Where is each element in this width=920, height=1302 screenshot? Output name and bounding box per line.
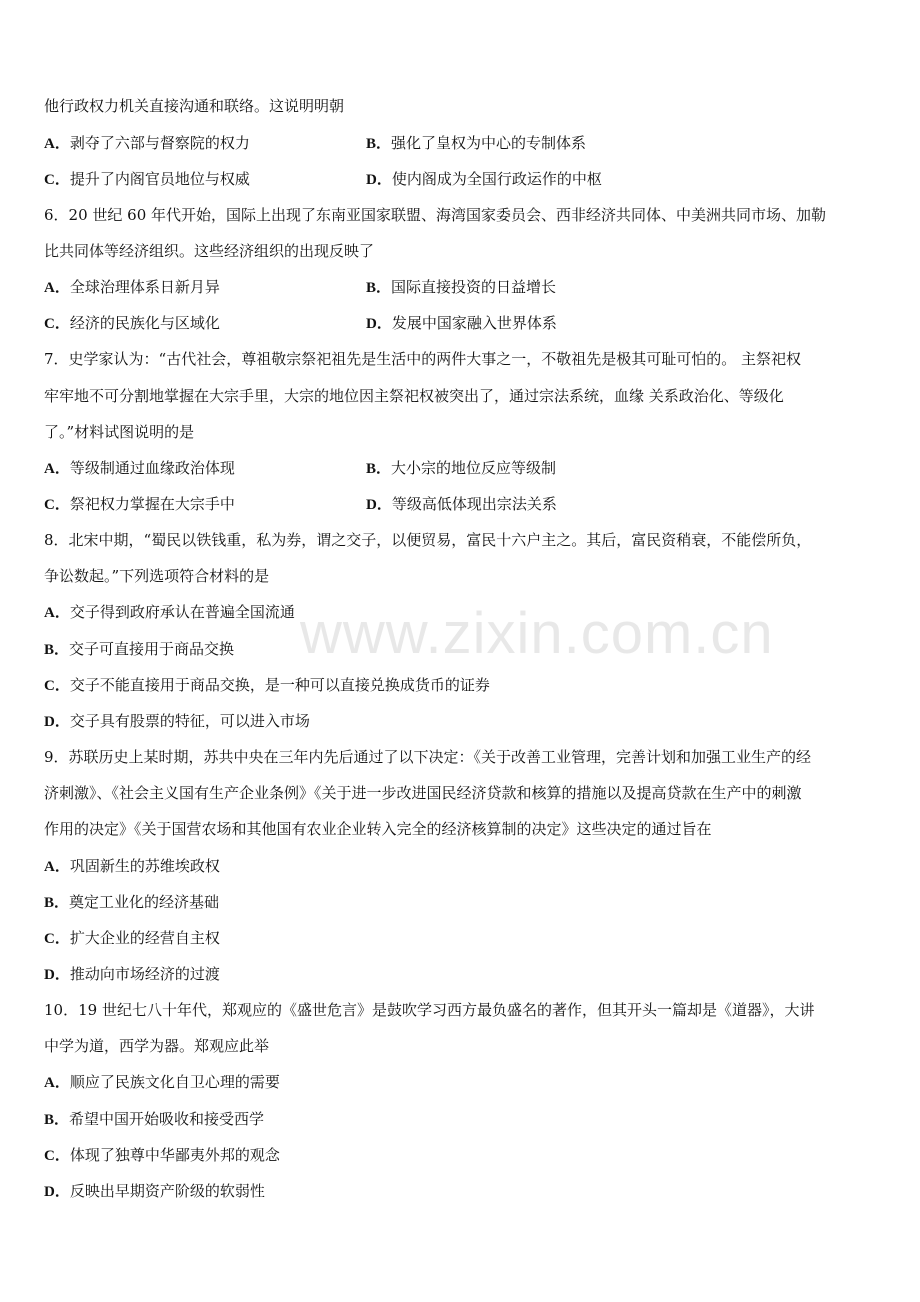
q8-option-c [44,675,490,696]
question-5-stem-tail: 他行政权力机关直接沟通和联络。这说明明朝 [44,97,345,115]
option-letter: A． [44,1075,70,1091]
option-text: 等级制通过血缘政治体现 [69,459,235,477]
question-8-stem-line1: 8．北宋中期，“蜀民以铁钱重，私为券，谓之交子，以便贸易，富民十六户主之。其后，富民资稍衰，不能偿所负， [44,531,812,549]
option-text: 发展中国家融入世界体系 [391,314,557,332]
question-7-stem-line2: 牢牢地不可分割地掌握在大宗手里，大宗的地位因主祭祀权被突出了，通过宗法系统，血缘 关系政治化、等级化 [44,387,784,405]
q9-option-c [44,928,220,949]
q5-option-a [44,133,250,154]
q5-option-d [366,169,602,190]
option-text: 交子具有股票的特征，可以进入市场 [69,712,310,730]
question-7-stem-line1: 7．史学家认为：“古代社会，尊祖敬宗祭祀祖先是生活中的两件大事之一，不敬祖先是极其可耻可怕的。 主祭祀权 [44,350,801,368]
option-text: 经济的民族化与区域化 [69,314,220,332]
option-letter: D． [366,172,392,188]
q10-option-c [44,1145,280,1166]
option-letter: C． [44,316,70,332]
option-letter: A． [44,859,70,875]
q8-option-a [44,602,295,623]
option-letter: B． [366,136,392,152]
q7-option-c [44,494,235,515]
q6-option-a [44,277,220,298]
question-10-stem-line2: 中学为道，西学为器。郑观应此举 [44,1037,270,1055]
q7-option-b [366,458,556,479]
q8-option-b [44,639,234,660]
option-letter: C． [44,172,70,188]
option-text: 使内阁成为全国行政运作的中枢 [391,170,602,188]
option-text: 大小宗的地位反应等级制 [391,459,557,477]
option-letter: A． [44,136,70,152]
option-text: 祭祀权力掌握在大宗手中 [69,495,235,513]
option-letter: C． [44,1148,70,1164]
q10-option-b [44,1109,264,1130]
question-8-stem-line2: 争讼数起。”下列选项符合材料的是 [44,567,270,585]
option-letter: B． [366,280,392,296]
option-letter: D． [44,967,70,983]
q9-option-a [44,856,220,877]
q8-option-d [44,711,310,732]
option-text: 交子可直接用于商品交换 [69,640,235,658]
question-9-stem-line3: 作用的决定》《关于国营农场和其他国有农业企业转入完全的经济核算制的决定》这些决定的通过旨在 [44,820,712,838]
q6-option-c [44,313,220,334]
q10-option-d [44,1181,265,1202]
option-text: 推动向市场经济的过渡 [69,965,220,983]
question-6-stem-line1: 6．20 世纪 60 年代开始，国际上出现了东南亚国家联盟、海湾国家委员会、西非经济共同体、中美洲共同市场、加勒 [44,206,827,224]
watermark: www.zixin.com.cn [300,601,774,666]
option-text: 奠定工业化的经济基础 [69,893,220,911]
option-letter: B． [44,1112,70,1128]
question-7-stem-line3: 了。”材料试图说明的是 [44,423,195,441]
option-text: 剥夺了六部与督察院的权力 [69,134,250,152]
option-letter: C． [44,497,70,513]
option-text: 提升了内阁官员地位与权威 [69,170,250,188]
option-letter: C． [44,678,70,694]
option-text: 交子得到政府承认在普遍全国流通 [69,603,295,621]
option-letter: B． [44,642,70,658]
question-6-stem-line2: 比共同体等经济组织。这些经济组织的出现反映了 [44,242,375,260]
q6-option-d [366,313,557,334]
q7-option-a [44,458,235,479]
option-text: 反映出早期资产阶级的软弱性 [69,1182,265,1200]
q5-option-c [44,169,250,190]
option-text: 希望中国开始吸收和接受西学 [69,1110,265,1128]
q9-option-b [44,892,219,913]
option-text: 强化了皇权为中心的专制体系 [391,134,587,152]
option-letter: A． [44,605,70,621]
option-letter: D． [366,316,392,332]
question-9-stem-line1: 9．苏联历史上某时期，苏共中央在三年内先后通过了以下决定：《关于改善工业管理，完善计划和加强工业生产的经 [44,748,812,766]
option-text: 扩大企业的经营自主权 [69,929,220,947]
option-letter: B． [366,461,392,477]
q7-option-d [366,494,557,515]
option-letter: D． [44,1184,70,1200]
option-text: 全球治理体系日新月异 [69,278,220,296]
option-letter: D． [44,714,70,730]
option-text: 顺应了民族文化自卫心理的需要 [69,1073,280,1091]
q5-option-b [366,133,586,154]
q10-option-a [44,1072,280,1093]
option-letter: D． [366,497,392,513]
option-letter: C． [44,931,70,947]
question-10-stem-line1: 10．19 世纪七八十年代，郑观应的《盛世危言》是鼓吹学习西方最负盛名的著作，但其开头一篇却是《道器》，大讲 [44,1001,815,1019]
option-text: 国际直接投资的日益增长 [391,278,557,296]
question-9-stem-line2: 济刺激》、《社会主义国有生产企业条例》《关于进一步改进国民经济贷款和核算的措施以及提高贷款在生产中的刺激 [44,784,802,802]
option-text: 交子不能直接用于商品交换，是一种可以直接兑换成货币的证券 [69,676,490,694]
option-text: 体现了独尊中华鄙夷外邦的观念 [69,1146,280,1164]
option-text: 巩固新生的苏维埃政权 [69,857,220,875]
option-letter: B． [44,895,70,911]
option-letter: A． [44,280,70,296]
option-text: 等级高低体现出宗法关系 [391,495,557,513]
q9-option-d [44,964,220,985]
option-letter: A． [44,461,70,477]
q6-option-b [366,277,556,298]
